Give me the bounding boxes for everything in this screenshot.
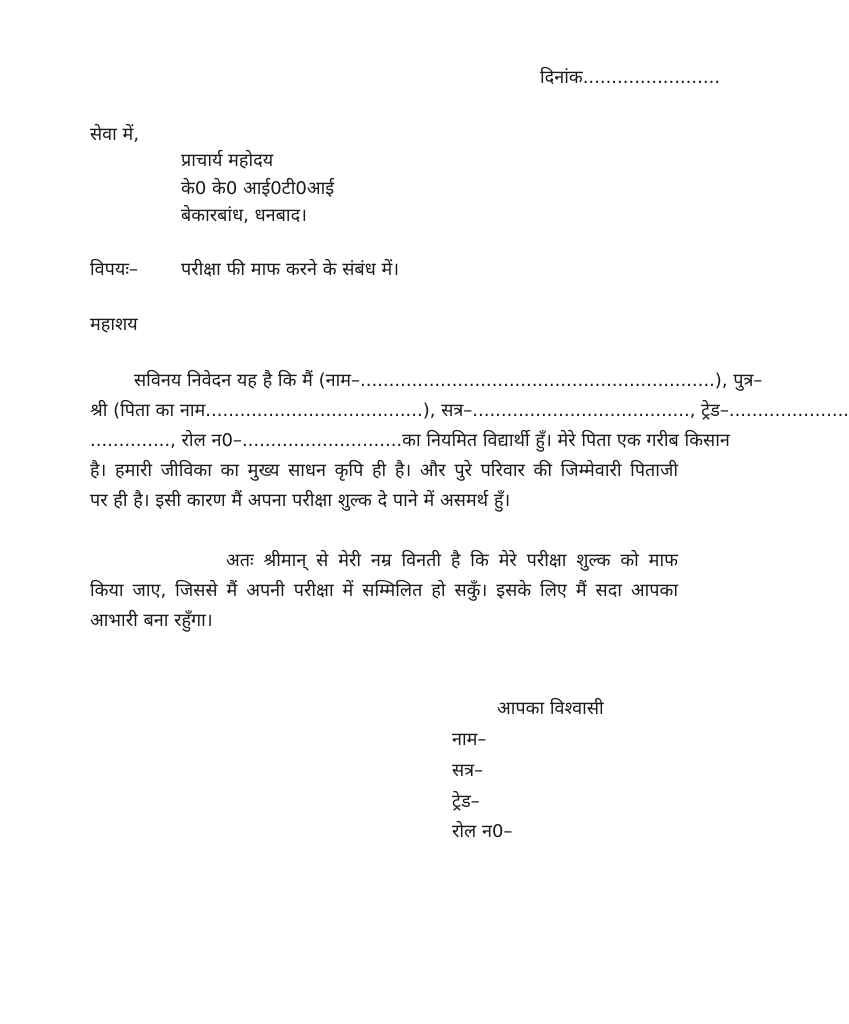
body-paragraph-2-line: किया जाए, जिससे मैं अपनी परीक्षा में सम्मिलित हो सकुँ। इसके लिए मैं सदा आपका	[90, 580, 678, 601]
body-paragraph-1-line: श्री (पिता का नाम......................................), सत्र–......................................, ट्रेड–.....................	[90, 400, 849, 421]
address-line-institute: के0 के0 आई0टी0आई	[181, 178, 335, 199]
body-paragraph-1-line: पर ही है। इसी कारण मैं अपना परीक्षा शुल्क दे पाने में असमर्थ हुँ।	[90, 490, 511, 511]
address-line-principal: प्राचार्य महोदय	[181, 150, 274, 171]
date-line: दिनांक........................	[540, 67, 721, 88]
body-paragraph-1-line: सविनय निवेदन यह है कि मैं (नाम–..............................................................), पुत्र–	[134, 370, 763, 391]
body-paragraph-1	[90, 366, 849, 516]
subject-label: विपयः–	[90, 259, 138, 280]
body-paragraph-2	[90, 546, 678, 636]
signature-roll-field: रोल न0–	[452, 821, 513, 842]
body-paragraph-1-line: .............., रोल न0–............................का नियमित विद्यार्थी हुँ। मेरे पिता एक गरीब किसान	[90, 430, 730, 451]
body-paragraph-1-line: है। हमारी जीविका का मुख्य साधन कृपि ही है। और पुरे परिवार की जिम्मेवारी पिताजी	[90, 460, 678, 481]
closing: आपका विश्वासी	[497, 698, 604, 719]
greeting: महाशय	[90, 314, 138, 335]
signature-name-field: नाम–	[452, 729, 487, 750]
signature-session-field: सत्र–	[452, 760, 484, 781]
subject-text: परीक्षा फी माफ करने के संबंध में।	[181, 259, 400, 280]
body-paragraph-2-line: अतः श्रीमान् से मेरी नम्र विनती है कि मेरे परीक्षा शुल्क को माफ	[226, 550, 678, 571]
to-label: सेवा में,	[90, 124, 140, 145]
body-paragraph-2-line: आभारी बना रहुँगा।	[90, 610, 213, 631]
address-line-place: बेकारबांध, धनबाद।	[181, 205, 307, 226]
signature-trade-field: ट्रेड–	[452, 791, 480, 812]
